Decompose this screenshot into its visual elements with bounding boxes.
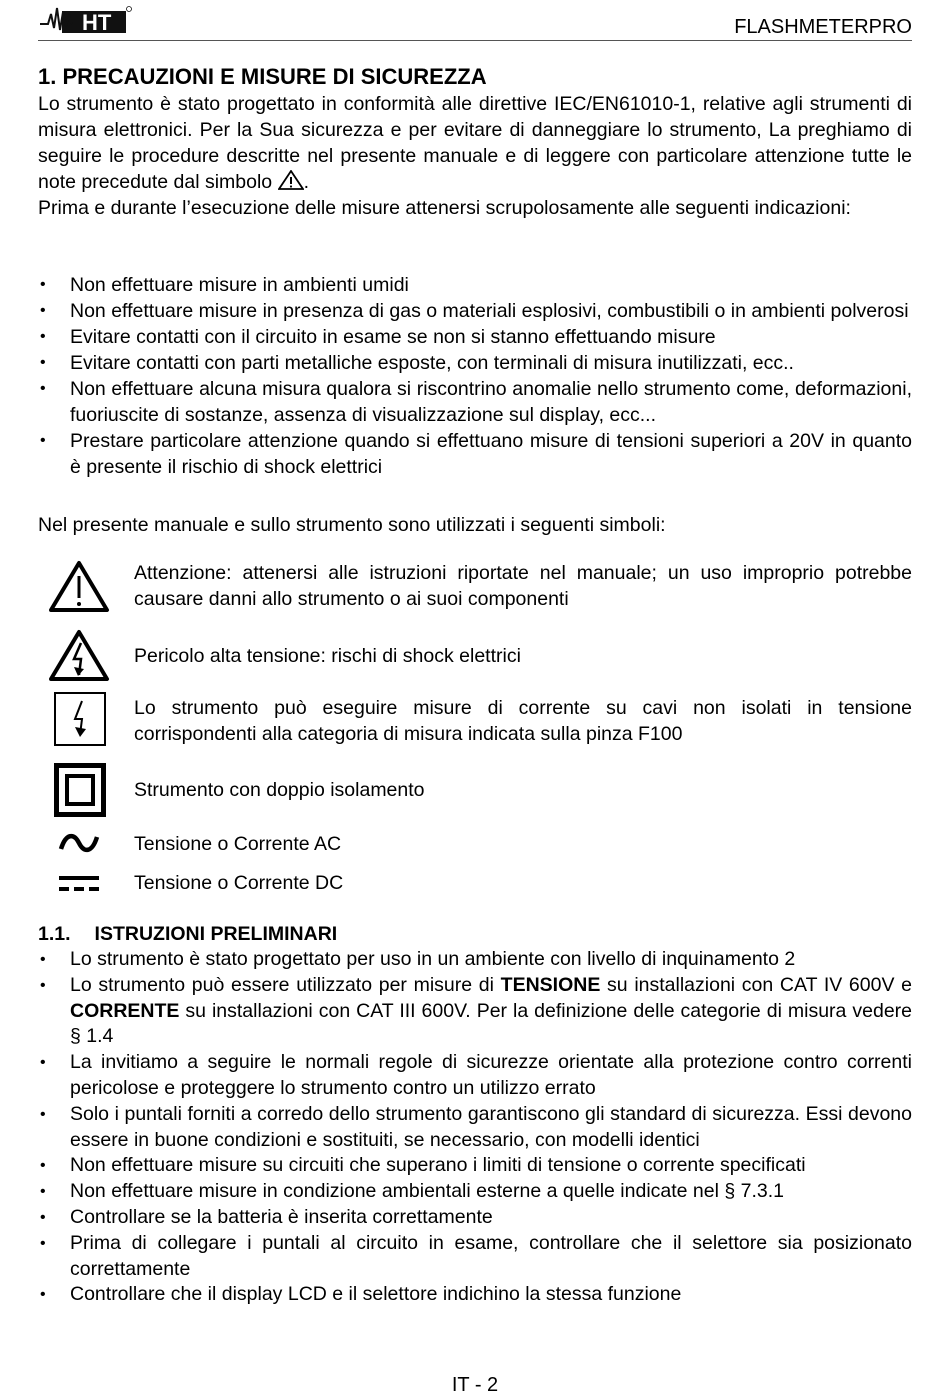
warning-inline-icon bbox=[278, 171, 304, 193]
svg-text:HT: HT bbox=[82, 10, 112, 34]
list-item: • Prima di collegare i puntali al circuito in esame, controllare che il selettore sia posizionato correttamente bbox=[38, 1231, 912, 1283]
symbol-row: Lo strumento può eseguire misure di corrente su cavi non isolati in tensione corrispondenti alla categoria di misura indicata sulla pinza F100 bbox=[38, 695, 912, 747]
symbol-row: Tensione o Corrente AC bbox=[38, 831, 912, 857]
list-item: • Non effettuare misure in condizione ambientali esterne a quelle indicate nel § 7.3.1 bbox=[38, 1179, 912, 1205]
list-item: • Non effettuare alcuna misura qualora si riscontrino anomalie nello strumento come, deformazioni, fuoriuscite di sostanze, assenza di visualizzazione sul display, ecc... bbox=[38, 376, 912, 428]
symbol-row: Tensione o Corrente DC bbox=[38, 870, 912, 896]
symbol-row: Strumento con doppio isolamento bbox=[38, 777, 912, 803]
high-voltage-icon bbox=[48, 629, 110, 690]
symbol-row: Attenzione: attenersi alle istruzioni riportate nel manuale; un uso improprio potrebbe causare danni allo strumento o ai suoi componenti bbox=[38, 560, 912, 612]
double-insulation-icon bbox=[54, 763, 106, 824]
list-item: • Controllare se la batteria è inserita correttamente bbox=[38, 1205, 912, 1231]
list-item: • Solo i puntali forniti a corredo dello strumento garantiscono gli standard di sicurezza. Essi devono essere in buone condizioni e sostituiti, se necessario, con modelli identici bbox=[38, 1102, 912, 1154]
symbols-intro: Nel presente manuale e sullo strumento sono utilizzati i seguenti simboli: bbox=[38, 514, 666, 536]
list-item: • Prestare particolare attenzione quando si effettuano misure di tensioni superiori a 20V in quanto è presente il rischio di shock elettrici bbox=[38, 428, 912, 480]
warning-triangle-icon bbox=[48, 560, 110, 621]
preliminary-list bbox=[38, 947, 912, 1308]
list-item: • Lo strumento può essere utilizzato per misure di TENSIONE su installazioni con CAT IV 600V e CORRENTE su installazioni con CAT III 600V. Per la definizione delle categorie di misura vedere § 1.4 bbox=[38, 973, 912, 1050]
list-item: • La invitiamo a seguire le normali regole di sicurezze orientate alla protezione contro correnti pericolose e proteggere lo strumento contro un utilizzo errato bbox=[38, 1050, 912, 1102]
list-item: • Lo strumento è stato progettato per uso in un ambiente con livello di inquinamento 2 bbox=[38, 947, 912, 973]
live-conductor-icon bbox=[53, 691, 107, 754]
list-item: • Evitare contatti con parti metalliche esposte, con terminali di misura inutilizzati, ecc.. bbox=[38, 350, 912, 376]
precautions-list bbox=[38, 272, 912, 480]
ac-icon bbox=[58, 829, 100, 864]
ht-logo bbox=[40, 4, 132, 41]
intro-text: Lo strumento è stato progettato in conformità alle direttive IEC/EN61010-1, relative agli strumenti di misura elettronici. Per la Sua sicurezza e per evitare di danneggiare lo strumento, La preghiamo di seguire le procedure descritte nel presente manuale e di leggere con particolare attenzione tutte le note precedute dal simbolo bbox=[38, 93, 912, 193]
list-item: • Controllare che il display LCD e il selettore indichino la stessa funzione bbox=[38, 1282, 912, 1308]
dc-icon bbox=[59, 874, 99, 900]
section-title: 1. PRECAUZIONI E MISURE DI SICUREZZA bbox=[38, 64, 487, 89]
list-item: • Evitare contatti con il circuito in esame se non si stanno effettuando misure bbox=[38, 324, 912, 350]
list-item: • Non effettuare misure in presenza di gas o materiali esplosivi, combustibili o in ambienti polverosi bbox=[38, 298, 912, 324]
list-item: • Non effettuare misure in ambienti umidi bbox=[38, 272, 912, 298]
intro-paragraph: Lo strumento è stato progettato in conformità alle direttive IEC/EN61010-1, relative agli strumenti di misura elettronici. Per la Sua sicurezza e per evitare di danneggiare lo strumento, La preghiamo di seguire le procedure descritte nel presente manuale e di leggere con particolare attenzione tutte le note precedute dal simbolo . bbox=[38, 93, 912, 193]
doc-title: FLASHMETERPRO bbox=[734, 16, 912, 38]
subsection-title: 1.1. ISTRUZIONI PRELIMINARI bbox=[38, 923, 338, 945]
header-divider bbox=[38, 40, 912, 41]
instructions-paragraph: Prima e durante l’esecuzione delle misure attenersi scrupolosamente alle seguenti indicazioni: bbox=[38, 197, 851, 219]
page-number: IT - 2 bbox=[451, 1374, 499, 1396]
symbol-row: Pericolo alta tensione: rischi di shock elettrici bbox=[38, 643, 912, 669]
list-item: • Non effettuare misure su circuiti che superano i limiti di tensione o corrente specificati bbox=[38, 1153, 912, 1179]
